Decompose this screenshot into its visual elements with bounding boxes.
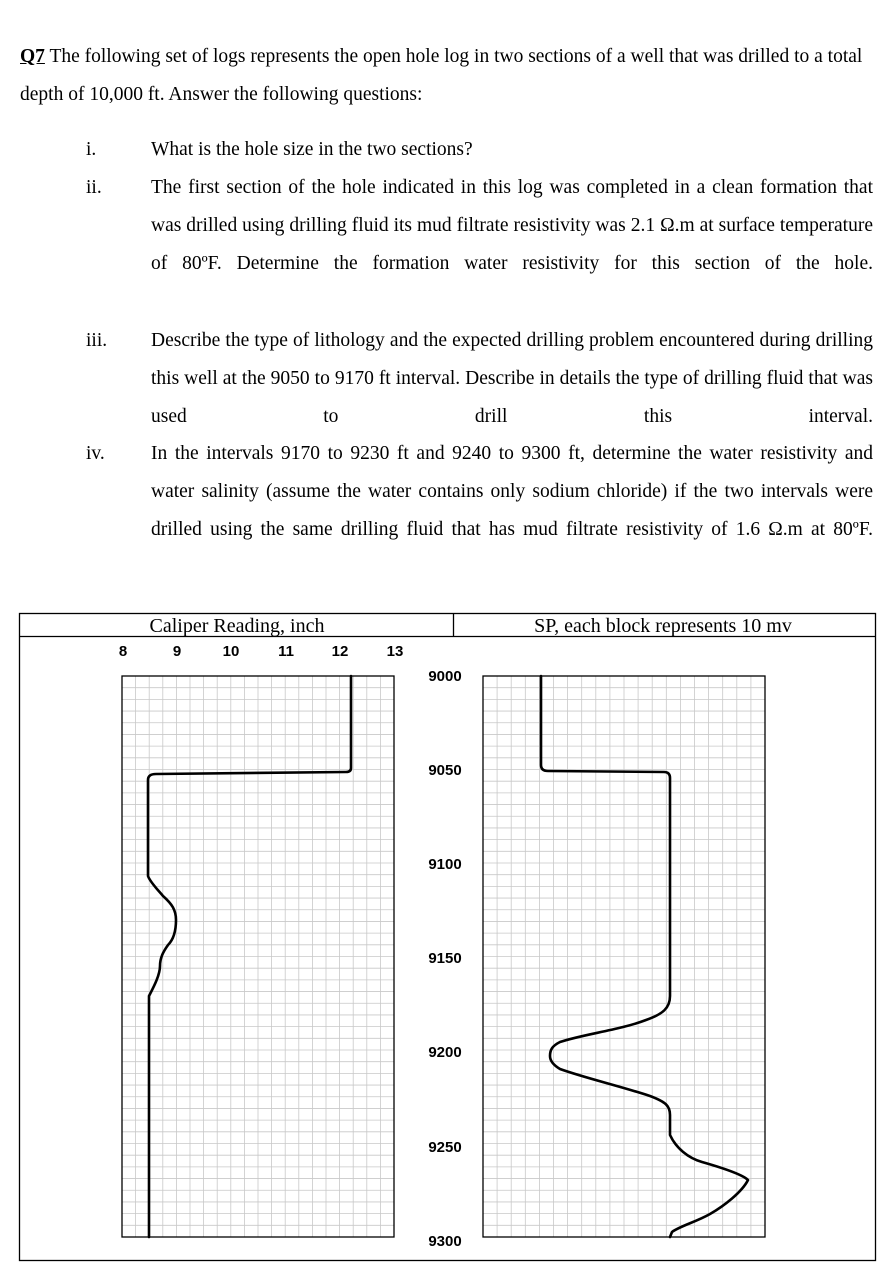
depth-label-9200: 9200 [428,1044,462,1061]
item-number: i. [86,139,97,160]
caliper-tick-9: 9 [172,643,182,660]
depth-label-9100: 9100 [428,856,462,873]
item-number: iii. [86,330,108,351]
item-text: The first section of the hole indicated in this log was completed in a clean formation that was drilled using drilling fluid its mud filtrate resistivity was 2.1 Ω.m at surface temperature of 80ºF. Determine the formation water resistivity for this section of the hole. [151,177,873,274]
depth-label-9000: 9000 [428,668,462,685]
sp-header: SP, each block represents 10 mv [534,615,792,637]
question-intro-text: The following set of logs represents the open hole log in two sections of a well that was drilled to a total depth of 10,000 ft. Answer the following questions: [20,46,863,105]
item-number: iv. [86,443,105,464]
question-intro [20,38,880,114]
depth-label-9050: 9050 [428,762,462,779]
caliper-tick-12: 12 [331,643,349,660]
item-text: Describe the type of lithology and the expected drilling problem encountered during drilling this well at the 9050 to 9170 ft interval. Describe in details the type of drilling fluid that was used to drill this interval. [151,330,873,427]
well-log-figure [0,610,891,1270]
depth-label-9300: 9300 [428,1233,462,1250]
depth-label-9250: 9250 [428,1139,462,1156]
item-text: What is the hole size in the two sections? [151,139,473,160]
sp-track-grid [483,676,765,1237]
caliper-tick-10: 10 [222,643,240,660]
item-text: In the intervals 9170 to 9230 ft and 9240 to 9300 ft, determine the water resistivity and water salinity (assume the water contains only sodium chloride) if the two intervals were drilled using the same drilling fluid that has mud filtrate resistivity of 1.6 Ω.m at 80ºF. [151,443,873,540]
caliper-header: Caliper Reading, inch [149,615,325,637]
question-number: Q7 [20,46,45,67]
item-number: ii. [86,177,102,198]
caliper-tick-13: 13 [386,643,404,660]
depth-label-9150: 9150 [428,950,462,967]
caliper-tick-11: 11 [278,643,294,660]
caliper-tick-8: 8 [118,643,128,660]
